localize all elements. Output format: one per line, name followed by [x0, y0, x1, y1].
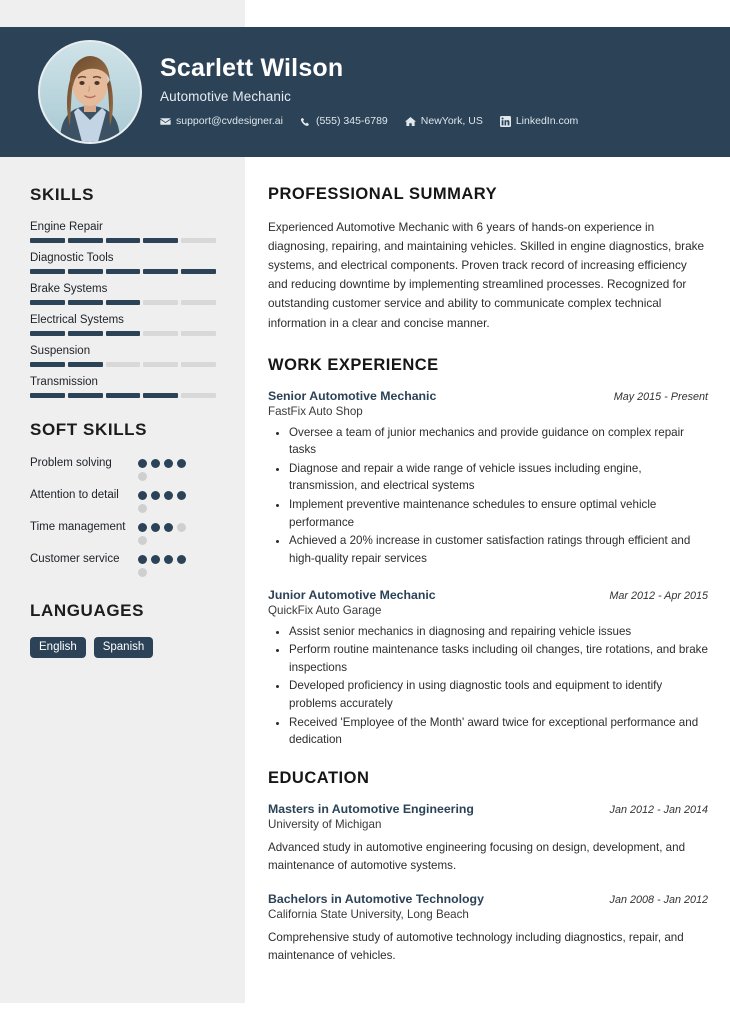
contact-linkedin[interactable]: [500, 115, 578, 127]
rating-dot: [138, 523, 147, 532]
rating-dot: [177, 491, 186, 500]
language-chip[interactable]: Spanish: [94, 637, 154, 658]
summary-section: [268, 185, 708, 333]
skill-label: Electrical Systems: [30, 314, 124, 326]
skill-item: [30, 252, 217, 274]
skill-bar-segment: [106, 331, 141, 336]
education-entry: [268, 802, 708, 875]
languages-section: [30, 601, 217, 658]
skill-bar-segment: [106, 238, 141, 243]
skill-label: Engine Repair: [30, 221, 103, 233]
soft-skill-dots: [138, 520, 194, 545]
bullet-item: • Assist senior mechanics in diagnosing and repairing vehicle issues: [289, 623, 708, 641]
skill-level-bar: [30, 331, 216, 336]
education-entry-header: [268, 802, 708, 816]
linkedin-icon: [500, 116, 511, 127]
soft-skill-dots: [138, 456, 194, 481]
bullet-item: • Implement preventive maintenance schedules to ensure optimal vehicle performance: [289, 496, 708, 531]
skill-bar-segment: [68, 300, 103, 305]
rating-dot: [164, 459, 173, 468]
skill-bar-segment: [143, 362, 178, 367]
soft-skill-item: [30, 456, 217, 481]
education-entry: [268, 892, 708, 965]
phone-icon: [300, 116, 311, 127]
skill-bar-segment: [143, 238, 178, 243]
skill-bar-segment: [106, 362, 141, 367]
skill-item: [30, 221, 217, 243]
skill-bar-segment: [68, 362, 103, 367]
skill-bar-segment: [143, 269, 178, 274]
soft-skill-item: [30, 552, 217, 577]
work-entry-org: FastFix Auto Shop: [268, 404, 363, 418]
skill-bar-segment: [30, 238, 65, 243]
skill-bar-segment: [143, 393, 178, 398]
skill-bar-segment: [30, 393, 65, 398]
work-experience-section: [268, 356, 708, 749]
skill-bar-segment: [181, 331, 216, 336]
contact-phone[interactable]: [300, 115, 388, 127]
contact-email-label: support@cvdesigner.ai: [176, 115, 283, 128]
bullet-item: • Oversee a team of junior mechanics and provide guidance on complex repair tasks: [289, 424, 708, 459]
rating-dot: [138, 504, 147, 513]
education-entry-org: University of Michigan: [268, 817, 382, 831]
skill-item: [30, 283, 217, 305]
education-entry-description: Comprehensive study of automotive technology including diagnostics, repair, and maintenance of vehicles.: [268, 930, 684, 962]
work-entry-date: Mar 2012 - Apr 2015: [609, 589, 708, 602]
soft-skills-section: [30, 420, 217, 577]
skill-bar-segment: [181, 269, 216, 274]
rating-dot: [151, 491, 160, 500]
soft-skill-label: Attention to detail: [30, 489, 119, 501]
rating-dot: [177, 555, 186, 564]
education-entry-date: Jan 2012 - Jan 2014: [609, 803, 708, 816]
rating-dot: [151, 523, 160, 532]
skill-bar-segment: [106, 269, 141, 274]
envelope-icon: [160, 116, 171, 127]
skill-bar-segment: [143, 331, 178, 336]
skill-bar-segment: [30, 300, 65, 305]
skill-bar-segment: [106, 300, 141, 305]
skill-label: Diagnostic Tools: [30, 252, 114, 264]
work-entry: [268, 389, 708, 568]
rating-dot: [138, 491, 147, 500]
skill-bar-segment: [30, 362, 65, 367]
skill-level-bar: [30, 269, 216, 274]
summary-heading: PROFESSIONAL SUMMARY: [268, 185, 498, 203]
skills-heading: SKILLS: [30, 185, 95, 204]
skill-bar-segment: [30, 331, 65, 336]
summary-text: Experienced Automotive Mechanic with 6 years of hands-on experience in diagnosing, repairing, and maintaining vehicles. Skilled in engine diagnostics, brake systems, and electrical components. Proven track record of increasing efficiency and reducing downtime by implementing streamlined processes. Recognized for outstanding customer service and ability to communicate complex technical information in a clear and concise manner.: [268, 220, 705, 330]
bullet-item: • Developed proficiency in using diagnostic tools and equipment to identify problems accurately: [289, 677, 708, 712]
education-entry-date: Jan 2008 - Jan 2012: [609, 893, 708, 906]
skill-bar-segment: [181, 362, 216, 367]
profile-photo-illustration: [40, 42, 140, 142]
skill-bar-segment: [68, 269, 103, 274]
work-heading: WORK EXPERIENCE: [268, 355, 439, 374]
rating-dot: [138, 568, 147, 577]
work-entry-title: Senior Automotive Mechanic: [268, 388, 437, 403]
soft-skill-dots: [138, 488, 194, 513]
skill-bar-segment: [68, 238, 103, 243]
soft-skills-heading: SOFT SKILLS: [30, 420, 148, 439]
rating-dot: [138, 536, 147, 545]
rating-dot: [164, 523, 173, 532]
bullet-item: • Perform routine maintenance tasks including oil changes, tire rotations, and brake inspections: [289, 641, 708, 676]
skill-item: [30, 376, 217, 398]
skill-bar-segment: [68, 331, 103, 336]
skill-level-bar: [30, 393, 216, 398]
avatar: [38, 40, 142, 144]
work-entry-date: May 2015 - Present: [613, 390, 708, 403]
education-heading: EDUCATION: [268, 768, 370, 787]
person-name: Scarlett Wilson: [160, 53, 344, 82]
skill-level-bar: [30, 362, 216, 367]
soft-skill-dots: [138, 552, 194, 577]
soft-skill-item: [30, 488, 217, 513]
skill-level-bar: [30, 300, 216, 305]
work-entry-bullets: [268, 424, 708, 568]
header-text-block: [160, 55, 578, 130]
rating-dot: [138, 459, 147, 468]
rating-dot: [177, 523, 186, 532]
person-job-title: Automotive Mechanic: [160, 89, 291, 105]
skill-bar-segment: [30, 269, 65, 274]
contact-email[interactable]: [160, 115, 283, 127]
skills-list: [30, 221, 217, 398]
main-column: [268, 157, 708, 982]
skill-bar-segment: [181, 238, 216, 243]
contact-list: [160, 115, 578, 127]
soft-skill-label: Time management: [30, 521, 126, 533]
work-entry-title: Junior Automotive Mechanic: [268, 587, 436, 602]
bullet-item: • Achieved a 20% increase in customer satisfaction ratings through efficient and high-quality repair services: [289, 532, 708, 567]
home-icon: [405, 116, 416, 127]
sidebar: [0, 157, 245, 658]
rating-dot: [138, 472, 147, 481]
education-entry-description: Advanced study in automotive engineering focusing on design, development, and maintenance of automotive systems.: [268, 840, 686, 872]
contact-location[interactable]: [405, 115, 483, 127]
skill-item: [30, 314, 217, 336]
bullet-item: • Received 'Employee of the Month' award twice for exceptional performance and dedication: [289, 714, 708, 749]
skill-bar-segment: [181, 300, 216, 305]
education-section: [268, 769, 708, 965]
education-entry-title: Bachelors in Automotive Technology: [268, 891, 484, 906]
rating-dot: [151, 555, 160, 564]
education-entry-header: [268, 892, 708, 906]
contact-location-label: NewYork, US: [420, 115, 483, 128]
resume-header: [0, 27, 730, 157]
contact-linkedin-label: LinkedIn.com: [515, 115, 579, 128]
skill-label: Brake Systems: [30, 283, 108, 295]
skill-bar-segment: [181, 393, 216, 398]
rating-dot: [164, 555, 173, 564]
skill-item: [30, 345, 217, 367]
rating-dot: [164, 491, 173, 500]
skill-label: Suspension: [30, 345, 91, 357]
skill-bar-segment: [106, 393, 141, 398]
work-entry-bullets: [268, 623, 708, 749]
work-entry-org: QuickFix Auto Garage: [268, 603, 382, 617]
languages-heading: LANGUAGES: [30, 601, 145, 620]
soft-skill-label: Problem solving: [30, 457, 112, 469]
skill-level-bar: [30, 238, 216, 243]
soft-skill-item: [30, 520, 217, 545]
contact-phone-label: (555) 345-6789: [315, 115, 388, 128]
education-entry-org: California State University, Long Beach: [268, 907, 469, 921]
language-chip[interactable]: English: [30, 637, 86, 658]
rating-dot: [138, 555, 147, 564]
rating-dot: [151, 459, 160, 468]
work-entry: [268, 588, 708, 749]
work-entry-header: [268, 588, 708, 602]
rating-dot: [177, 459, 186, 468]
skill-label: Transmission: [30, 376, 98, 388]
soft-skill-label: Customer service: [30, 553, 120, 565]
skill-bar-segment: [143, 300, 178, 305]
work-entry-header: [268, 389, 708, 403]
education-entry-title: Masters in Automotive Engineering: [268, 801, 474, 816]
skill-bar-segment: [68, 393, 103, 398]
bullet-item: • Diagnose and repair a wide range of vehicle issues including engine, transmission, and electrical systems: [289, 460, 708, 495]
languages-list: [30, 637, 217, 658]
